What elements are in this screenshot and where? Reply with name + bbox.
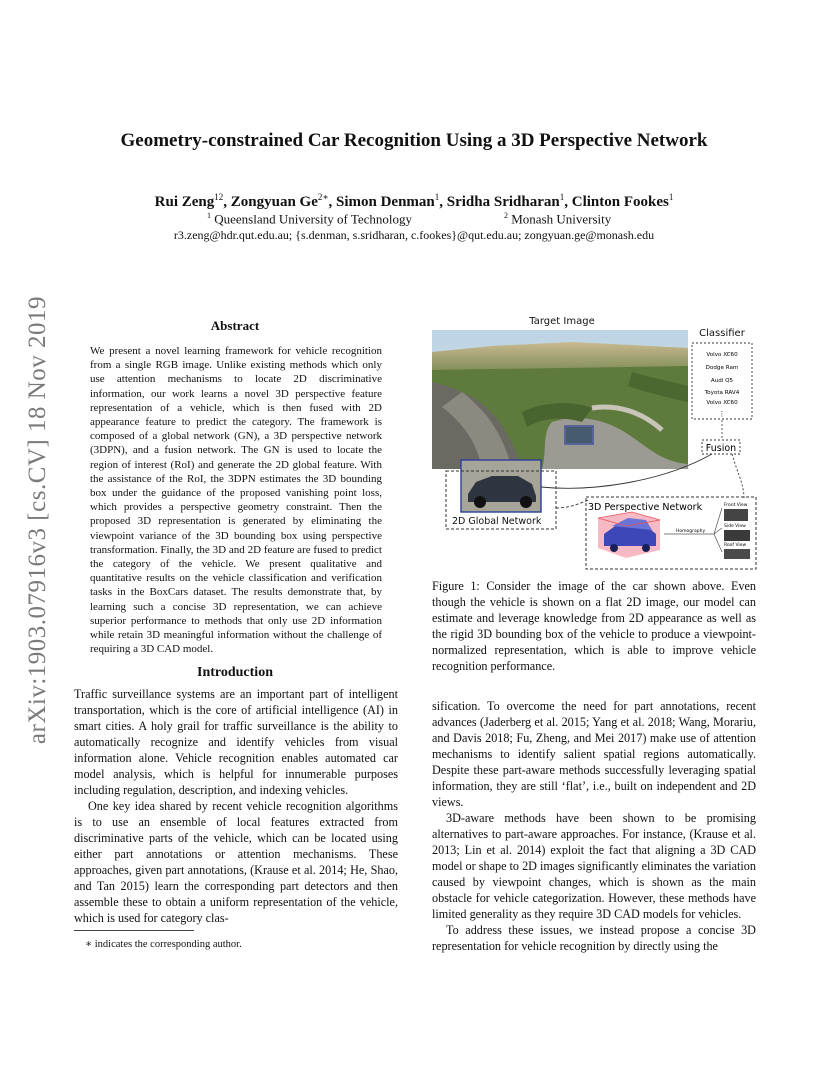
class-label: Volvo XC60 xyxy=(706,400,738,406)
front-view-thumb xyxy=(724,509,748,521)
right-column-body xyxy=(432,698,756,954)
author: Sridha Sridharan xyxy=(446,194,560,210)
footnote: ∗ indicates the corresponding author. xyxy=(85,939,242,950)
target-photo xyxy=(432,330,688,469)
view-label: Front View xyxy=(724,503,748,508)
affiliation-name: Queensland University of Technology xyxy=(214,211,413,227)
affiliation-name: Monash University xyxy=(511,211,612,227)
author-sup: 2∗ xyxy=(317,192,329,202)
paragraph: sification. To overcome the need for part annotations, recent advances (Jaderberg et al. 2015; Yang et al. 2018; Wang, Morariu, and Davis 2018; Fu, Zheng, and Mei 2017) make use of attention mechanisms to identify salient spatial regions automatically. Despite these part-aware methods successfully leveraging spatial information, they are still ‘flat’, i.e., built on independent and 2D views. xyxy=(432,699,756,809)
fusion-label: Fusion xyxy=(705,443,737,454)
view-label: Side View xyxy=(724,524,746,529)
author-sup: 1 xyxy=(559,192,565,202)
abstract-body: We present a novel learning framework for vehicle recognition from a single RGB image. Unlike existing methods which only use attention mechanisms to locate 2D discriminative information, our work learns a novel 3D perspective feature representation of a vehicle, which is then fused with 2D appearance feature to predict the category. The framework is composed of a global network (GN), a 3D perspective network (3DPN), and a fusion network. The GN is used to locate the region of interest (RoI) and generate the 2D global feature. With the assistance of the RoI, the 3DPN estimates the 3D bounding box under the guidance of the proposed vanishing point loss, which provides a perspective geometry constraint. Then the proposed 3D representation is generated by eliminating the viewpoint variance of the 3D bounding box using perspective transformation. Finally, the 3D and 2D feature are fused to predict the category of the vehicle. We present qualitative and quantitative results on the vehicle classification and verification tasks in the BoxCars dataset. The results demonstrate that, by learning such a concise 3D representation, we can achieve superior performance to methods that only use 2D information while retain 3D meaningful information without the challenge of requiring a 3D CAD model. xyxy=(90,345,382,656)
3d-bounding-box-car xyxy=(598,512,660,558)
author: Rui Zeng xyxy=(154,194,215,210)
paragraph: To address these issues, we instead propose a concise 3D representation for vehicle recognition by directly using the xyxy=(432,923,756,953)
target-image-label: Target Image xyxy=(529,316,595,327)
author-emails: r3.zeng@hdr.qut.edu.au; {s.denman, s.sridharan, c.fookes}@qut.edu.au; zongyuan.ge@monash.edu xyxy=(173,228,655,242)
homography-label: Homography xyxy=(676,529,706,534)
affiliation-1 xyxy=(207,211,412,227)
perspective-network-label: 3D Perspective Network xyxy=(588,502,703,513)
paragraph: One key idea shared by recent vehicle recognition algorithms is to use an ensemble of local features extracted from discriminative parts of the vehicle, which can be located using either part annotations or attention mechanisms. These approaches, given part annotations, (Krause et al. 2014; He, Shao, and Tan 2015) learn the corresponding part detectors and then assemble these to obtain a uniform representation of the vehicle, which is used for category clas- xyxy=(74,799,398,925)
author-sup: 1 xyxy=(668,192,674,202)
author-sup: 1 xyxy=(434,192,440,202)
affiliation-2 xyxy=(504,211,611,227)
abstract-heading: Abstract xyxy=(210,318,260,333)
view-label: Roof View xyxy=(724,543,747,548)
class-label: Toyota RAV4 xyxy=(704,390,740,396)
class-label: Audi Q5 xyxy=(710,378,734,384)
author-list: Rui Zeng$^{12}$, Zongyuan $Ge^{2∗}$, Simon Denman$^1$, Sridha Sridharan$^1$, Clinton Fookes$^1$ xyxy=(154,192,674,210)
figure-caption: Figure 1: Consider the image of the car shown above. Even though the vehicle is shown on a flat 2D image, our model can estimate and leverage knowledge from 2D appearance as well as the rigid 3D bounding box of the vehicle to produce a viewpoint-normalized representation, which is able to improve vehicle recognition performance. xyxy=(432,579,756,673)
paper-title: Geometry-constrained Car Recognition Using a 3D Perspective Network xyxy=(120,130,708,151)
affiliation-sup: 2 xyxy=(504,211,508,220)
global-network-label: 2D Global Network xyxy=(452,516,542,527)
author: Clinton Fookes xyxy=(571,194,669,210)
footnote-rule xyxy=(74,930,194,931)
view-branches xyxy=(714,508,722,552)
author: Zongyuan Ge xyxy=(230,194,318,210)
car-crop xyxy=(461,460,541,512)
author-sup: 12 xyxy=(214,192,224,202)
figure-1-diagram xyxy=(432,312,760,574)
global-to-3d-connector xyxy=(556,500,589,508)
arxiv-stamp: arXiv:1903.07916v3 [cs.CV] 18 Nov 2019 xyxy=(24,295,51,745)
affiliation-sup: 1 xyxy=(207,211,211,220)
paragraph: Traffic surveillance systems are an important part of intelligent transportation, which is the core of artificial intelligence (AI) in smart cities. A holy grail for traffic surveillance is the ability to automatically recognize and identify vehicles from visual information alone. Vehicle recognition enables automated car model analysis, which is helpful for innumerable purposes including regulation, description, and indexing vehicles. xyxy=(74,687,398,797)
class-label: Dodge Ram xyxy=(705,365,739,371)
class-label: Volvo XC60 xyxy=(706,352,738,358)
3d-to-fusion-connector xyxy=(732,454,744,498)
introduction-body xyxy=(74,686,398,926)
side-view-thumb xyxy=(724,530,750,541)
class-ellipsis: ⋮ xyxy=(718,410,726,418)
author: Simon Denman xyxy=(335,194,435,210)
paragraph: 3D-aware methods have been shown to be promising alternatives to part-aware approaches. For instance, (Krause et al. 2013; Lin et al. 2014) exploit the fact that aligning a 3D CAD model or shape to 2D images significantly eliminates the variation caused by viewpoint changes, which is shown as the main obstacle for vehicle categorization. However, these methods have limited generality as they require 3D CAD models for vehicles. xyxy=(432,811,756,921)
introduction-heading: Introduction xyxy=(197,665,273,680)
classifier-label: Classifier xyxy=(699,328,745,339)
roof-view-thumb xyxy=(724,549,750,559)
